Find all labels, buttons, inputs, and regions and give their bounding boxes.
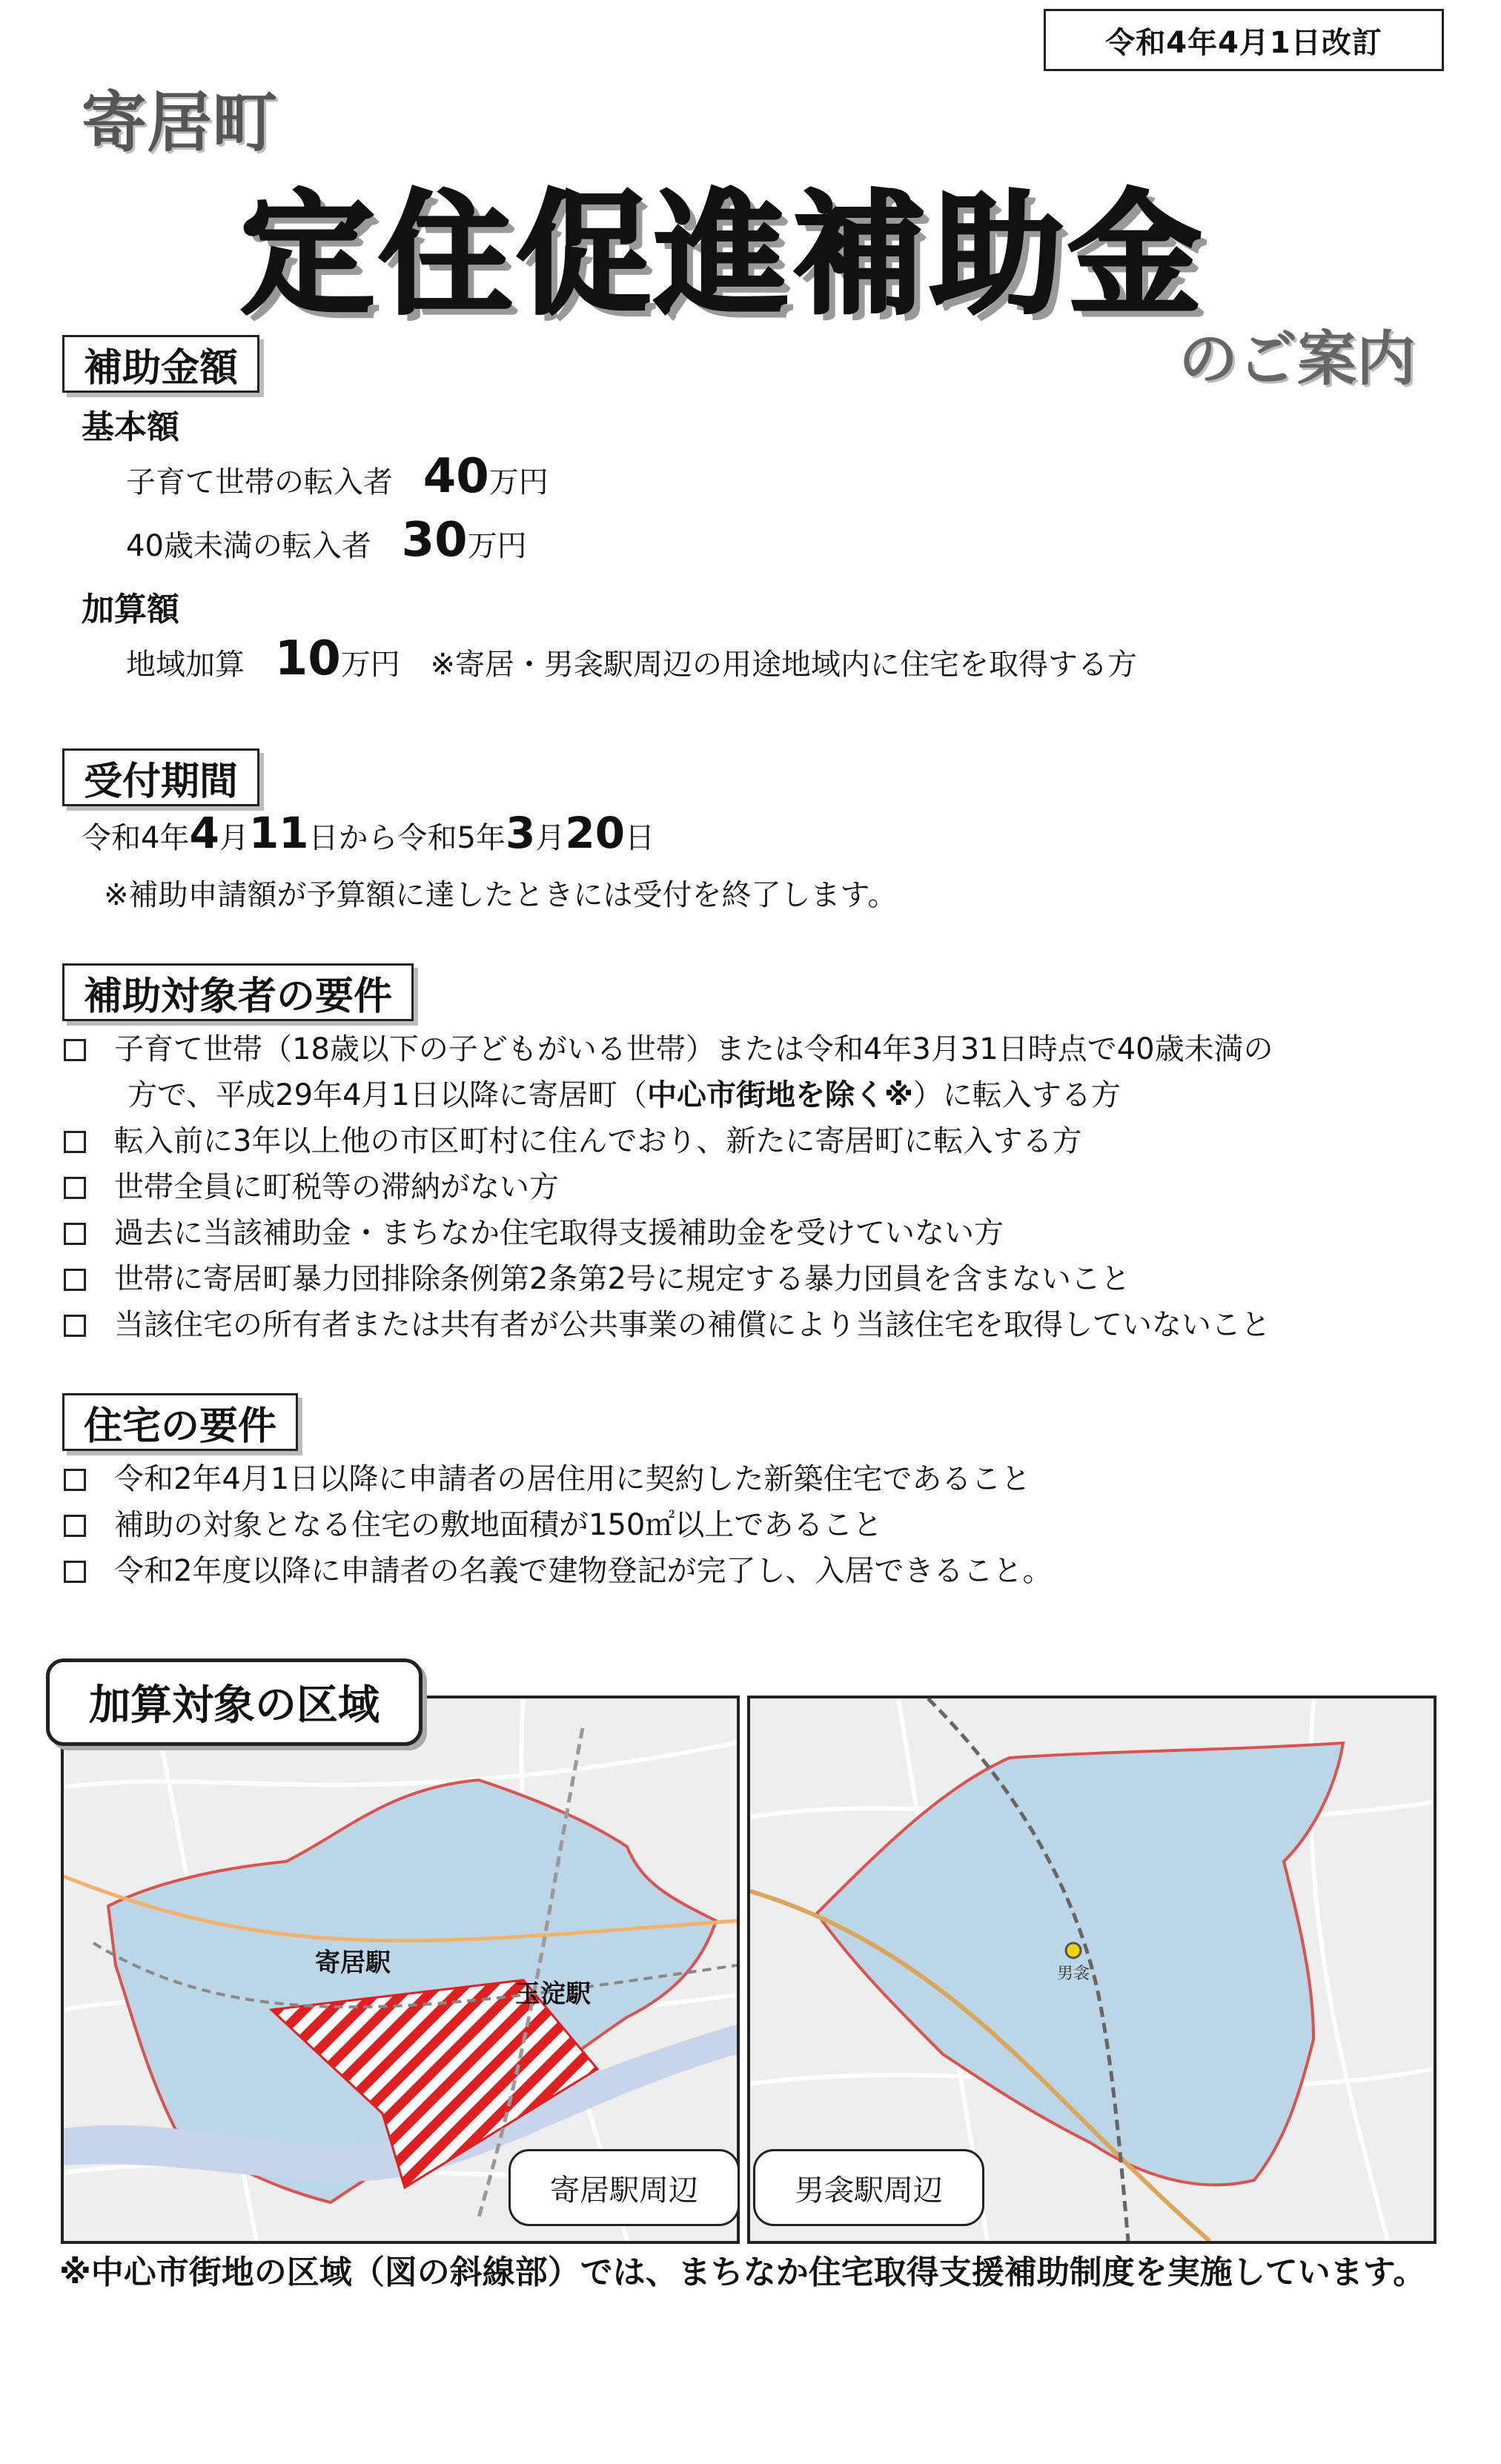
checklist-text: 令和2年度以降に申請者の名義で建物登記が完了し、入居できること。 bbox=[114, 1554, 1053, 1588]
checklist-text: 転入前に3年以上他の市区町村に住んでおり、新たに寄居町に転入する方 bbox=[114, 1124, 1082, 1158]
period-number: 3 bbox=[505, 808, 536, 858]
period-number: 4 bbox=[189, 808, 219, 858]
base-amount-label: 基本額 bbox=[82, 408, 179, 446]
checkbox-icon bbox=[64, 1131, 86, 1153]
item-amount: 40 bbox=[423, 449, 489, 504]
checkbox-icon bbox=[64, 1269, 86, 1291]
item-unit: 万円 bbox=[340, 648, 400, 682]
checklist-item-continued bbox=[64, 1072, 1273, 1118]
page-title: 定住促進補助金 bbox=[241, 178, 1207, 333]
add-amount-item bbox=[126, 631, 1137, 686]
item-unit: 万円 bbox=[467, 529, 527, 563]
checklist-text: 令和2年4月1日以降に申請者の居住用に契約した新築住宅であること bbox=[114, 1462, 1031, 1496]
station-label-tamayodo: 玉淀駅 bbox=[515, 1979, 591, 2009]
period-note: ※補助申請額が予算額に達したときには受付を終了します。 bbox=[104, 878, 898, 912]
base-amount-item-2 bbox=[126, 513, 527, 568]
checklist-text: 当該住宅の所有者または共有者が公共事業の補償により当該住宅を取得していないこと bbox=[114, 1308, 1270, 1342]
checkbox-icon bbox=[64, 1315, 86, 1337]
checkbox-icon bbox=[64, 1039, 86, 1061]
period-number: 20 bbox=[565, 808, 626, 858]
checklist-text-bold: 中心市街地を除く※ bbox=[647, 1078, 913, 1112]
period-number: 11 bbox=[248, 808, 309, 858]
checklist-item bbox=[64, 1547, 1052, 1593]
checkbox-icon bbox=[64, 1223, 86, 1245]
checklist-text: 補助の対象となる住宅の敷地面積が150㎡以上であること bbox=[114, 1508, 883, 1542]
checklist-text: 子育て世帯（18歳以下の子どもがいる世帯）または令和4年3月31日時点で40歳未満の bbox=[114, 1032, 1273, 1066]
checklist-text: 方で、平成29年4月1日以降に寄居町（ bbox=[127, 1078, 647, 1112]
section-heading-eligibility: 補助対象者の要件 bbox=[62, 963, 414, 1021]
item-label: 40歳未満の転入者 bbox=[126, 529, 371, 563]
checkbox-icon bbox=[64, 1177, 86, 1199]
checklist-item bbox=[64, 1209, 1273, 1255]
town-name: 寄居町 bbox=[82, 84, 278, 161]
checklist-item bbox=[64, 1026, 1273, 1072]
add-amount-label: 加算額 bbox=[82, 591, 179, 628]
base-amount-item-1 bbox=[126, 449, 549, 504]
section-heading-area: 加算対象の区域 bbox=[46, 1658, 423, 1746]
checklist-item bbox=[64, 1501, 1052, 1547]
item-label: 子育て世帯の転入者 bbox=[126, 465, 393, 499]
checkbox-icon bbox=[64, 1561, 86, 1583]
checkbox-icon bbox=[64, 1469, 86, 1491]
map-caption-obusuma: 男衾駅周辺 bbox=[753, 2149, 984, 2226]
map-caption-yorii: 寄居駅周辺 bbox=[508, 2149, 740, 2226]
period-text: 日 bbox=[625, 821, 655, 855]
checklist-item bbox=[64, 1455, 1052, 1501]
item-unit: 万円 bbox=[488, 465, 549, 499]
period-text: 日から令和5年 bbox=[308, 821, 506, 855]
footnote: ※中心市街地の区域（図の斜線部）では、まちなか住宅取得支援補助制度を実施しています。 bbox=[59, 2254, 1426, 2291]
checklist-item bbox=[64, 1255, 1273, 1301]
checklist-text: 世帯全員に町税等の滞納がない方 bbox=[114, 1170, 559, 1204]
checklist-text: 過去に当該補助金・まちなか住宅取得支援補助金を受けていない方 bbox=[114, 1216, 1004, 1250]
eligibility-list bbox=[64, 1026, 1273, 1347]
checklist-item bbox=[64, 1163, 1273, 1209]
checklist-item bbox=[64, 1118, 1273, 1163]
checkbox-icon bbox=[64, 1515, 86, 1537]
revision-date: 令和4年4月1日改訂 bbox=[1044, 9, 1444, 71]
period-text: 月 bbox=[535, 821, 566, 855]
section-heading-housing: 住宅の要件 bbox=[62, 1393, 298, 1451]
checklist-text: ）に転入する方 bbox=[912, 1078, 1121, 1112]
item-amount: 10 bbox=[274, 631, 341, 686]
checklist-text: 世帯に寄居町暴力団排除条例第2条第2号に規定する暴力団員を含まないこと bbox=[114, 1262, 1130, 1296]
section-heading-period: 受付期間 bbox=[62, 748, 259, 806]
page-subtitle: のご案内 bbox=[1179, 325, 1416, 393]
item-amount: 30 bbox=[401, 513, 468, 568]
station-label-yorii: 寄居駅 bbox=[315, 1948, 391, 1978]
checklist-item bbox=[64, 1301, 1273, 1347]
section-heading-subsidy: 補助金額 bbox=[62, 335, 259, 393]
period-text: 令和4年 bbox=[82, 821, 190, 855]
period-dates bbox=[82, 808, 655, 858]
item-note: ※寄居・男衾駅周辺の用途地域内に住宅を取得する方 bbox=[430, 648, 1138, 682]
station-marker-icon bbox=[1066, 1943, 1081, 1958]
period-text: 月 bbox=[219, 821, 249, 855]
housing-list bbox=[64, 1455, 1052, 1593]
item-label: 地域加算 bbox=[126, 648, 245, 682]
station-label-obusuma: 男衾 bbox=[1056, 1965, 1090, 1983]
